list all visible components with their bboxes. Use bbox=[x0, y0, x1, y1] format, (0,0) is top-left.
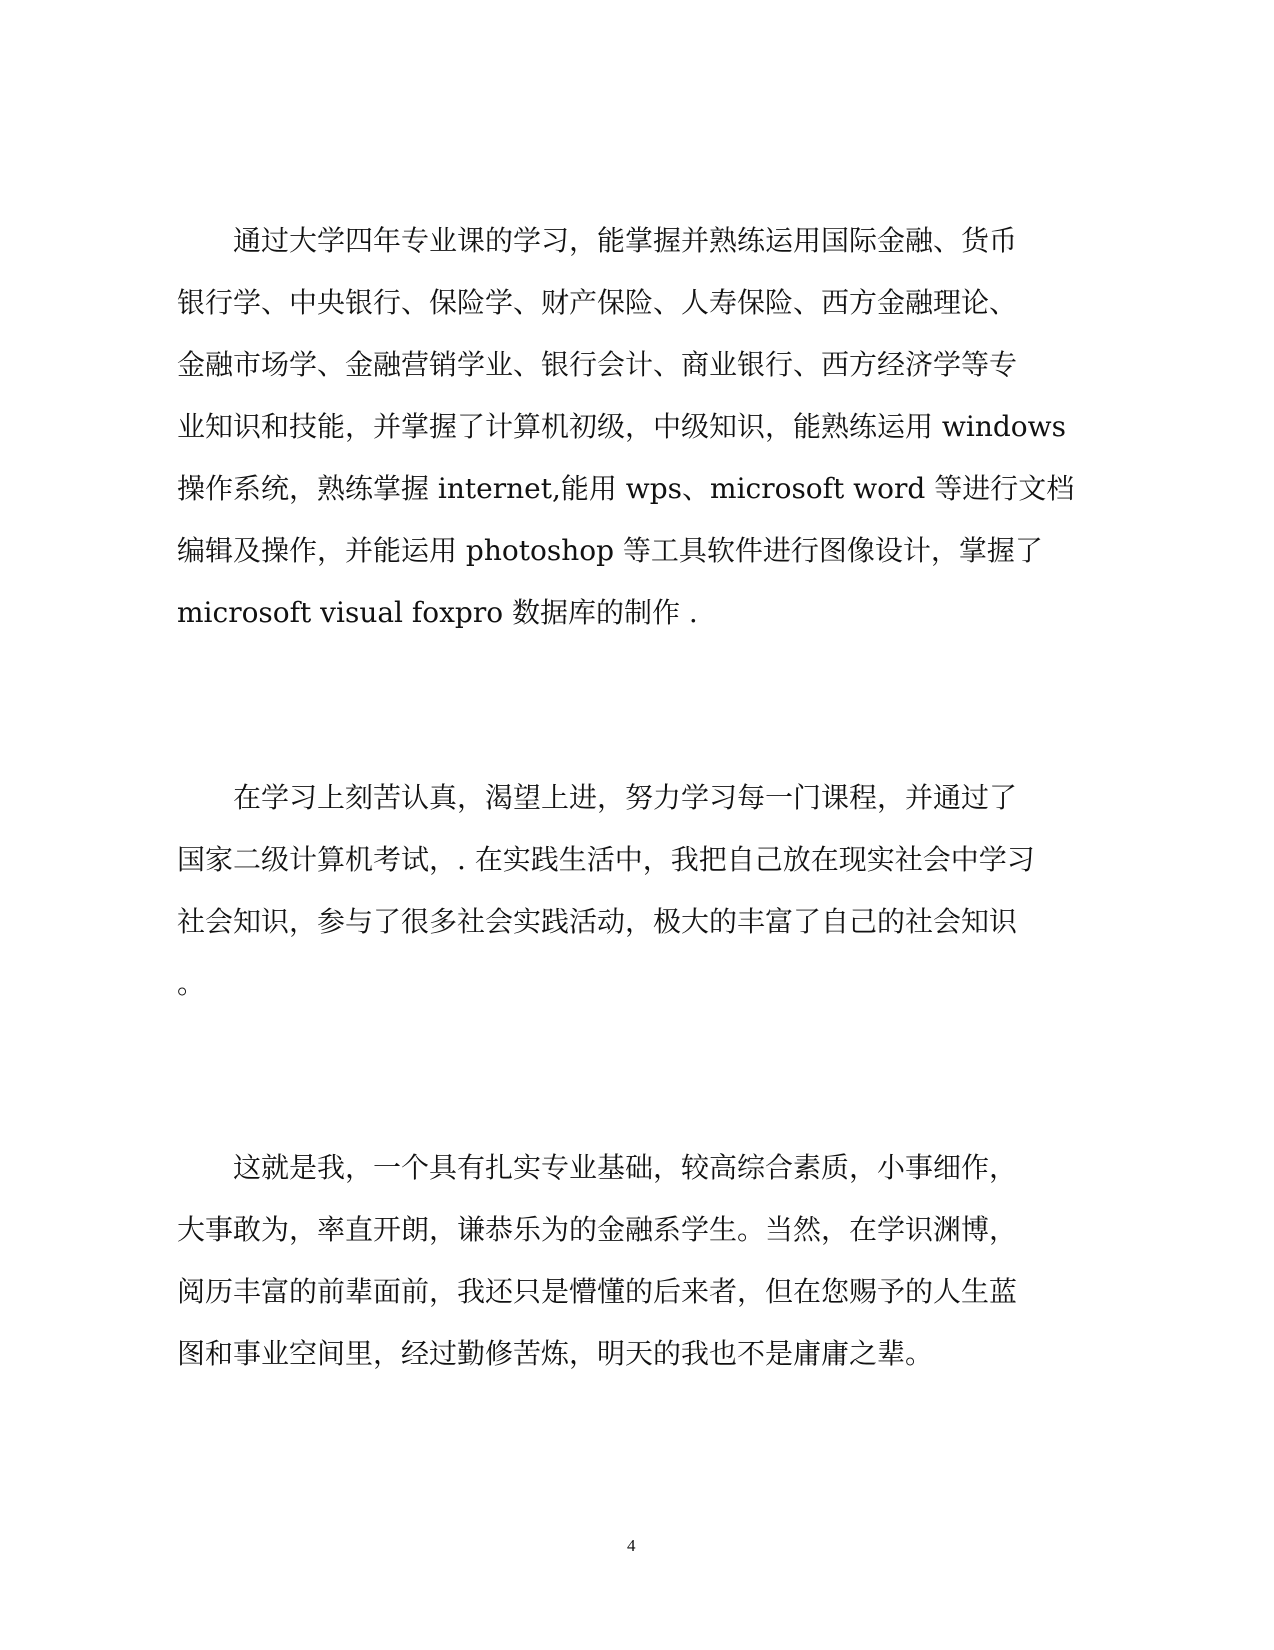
paragraph-line: 在学习上刻苦认真，渴望上进，努力学习每一门课程，并通过了 bbox=[233, 781, 1018, 814]
paragraph-line: 编辑及操作，并能运用 photoshop 等工具软件进行图像设计，掌握了 bbox=[177, 534, 1043, 567]
paragraph-line: 社会知识，参与了很多社会实践活动，极大的丰富了自己的社会知识 bbox=[177, 905, 1018, 938]
paragraph-line: 阅历丰富的前辈面前，我还只是懵懂的后来者，但在您赐予的人生蓝 bbox=[177, 1275, 1018, 1308]
page-number: 4 bbox=[627, 1536, 636, 1555]
paragraph-line: microsoft visual foxpro 数据库的制作 . bbox=[177, 596, 698, 629]
paragraph-line: 操作系统，熟练掌握 internet,能用 wps、microsoft word 等进行文档 bbox=[177, 472, 1075, 505]
paragraph-line: 图和事业空间里，经过勤修苦炼，明天的我也不是庸庸之辈。 bbox=[177, 1337, 934, 1370]
paragraph-line: 通过大学四年专业课的学习，能掌握并熟练运用国际金融、货币 bbox=[233, 224, 1018, 257]
paragraph-line: 国家二级计算机考试，. 在实践生活中，我把自己放在现实社会中学习 bbox=[177, 843, 1035, 876]
paragraph-line: 这就是我，一个具有扎实专业基础，较高综合素质，小事细作， bbox=[233, 1151, 1018, 1184]
paragraph-line: 金融市场学、金融营销学业、银行会计、商业银行、西方经济学等专 bbox=[177, 348, 1018, 381]
paragraph-line: 。 bbox=[177, 967, 206, 1000]
paragraph-line: 银行学、中央银行、保险学、财产保险、人寿保险、西方金融理论、 bbox=[177, 286, 1018, 319]
paragraph-line: 大事敢为，率直开朗，谦恭乐为的金融系学生。当然，在学识渊博， bbox=[177, 1213, 1018, 1246]
paragraph-line: 业知识和技能，并掌握了计算机初级，中级知识，能熟练运用 windows bbox=[177, 410, 1066, 443]
